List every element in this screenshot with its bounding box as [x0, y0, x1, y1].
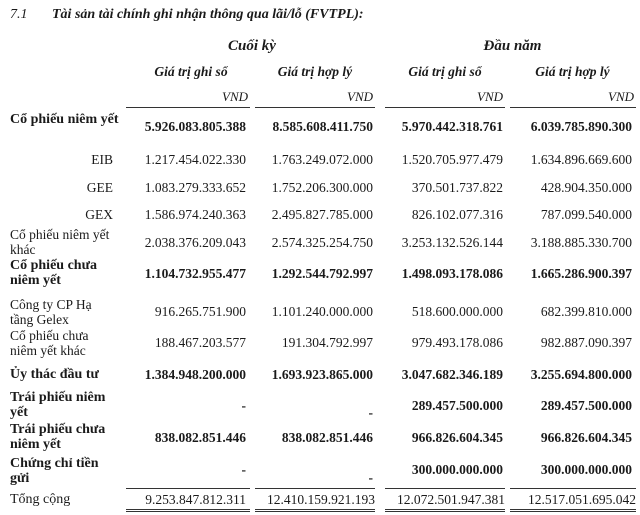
row-label: Cổ phiếu niêm yết khác [10, 227, 110, 257]
table-cell: - [368, 470, 373, 485]
row-label: Cổ phiếu niêm yết [10, 112, 119, 127]
table-cell: 916.265.751.900 [154, 304, 246, 319]
table-cell: 3.188.885.330.700 [530, 235, 632, 250]
col-header-fair-value-start: Giá trị hợp lý [535, 64, 610, 79]
row-label: EIB [91, 152, 113, 167]
row-label: GEE [86, 180, 113, 195]
row-label: GEX [85, 207, 113, 222]
table-cell: 1.763.249.072.000 [271, 152, 373, 167]
unit-label: VND [608, 89, 634, 104]
table-cell: 9.253.847.812.311 [145, 492, 246, 507]
header-rule [510, 107, 636, 108]
table-cell: 682.399.810.000 [540, 304, 632, 319]
table-cell: 2.495.827.785.000 [271, 207, 373, 222]
table-cell: 300.000.000.000 [540, 462, 632, 477]
table-cell: 8.585.608.411.750 [272, 119, 373, 134]
table-cell: 826.102.077.316 [411, 207, 503, 222]
group-header-start-year: Đầu năm [483, 38, 542, 54]
row-label: Công ty CP Hạ tầng Gelex [10, 297, 92, 327]
group-header-end-period: Cuối kỳ [228, 38, 276, 54]
row-label: Cổ phiếu chưa niêm yết [10, 258, 97, 288]
table-cell: - [241, 462, 246, 477]
header-rule [126, 107, 250, 108]
table-cell: 1.217.454.022.330 [144, 152, 246, 167]
col-header-book-value-start: Giá trị ghi sổ [408, 64, 482, 79]
unit-label: VND [347, 89, 373, 104]
table-cell: 1.752.206.300.000 [271, 180, 373, 195]
table-cell: 2.574.325.254.750 [271, 235, 373, 250]
table-cell: 979.493.178.086 [411, 335, 503, 350]
total-rule [385, 488, 505, 489]
table-cell: 1.634.896.669.600 [530, 152, 632, 167]
table-cell: 12.410.159.921.193 [267, 492, 375, 507]
table-cell: 1.498.093.178.086 [401, 266, 503, 281]
table-cell: 300.000.000.000 [411, 462, 503, 477]
header-rule [255, 107, 375, 108]
table-cell: 3.047.682.346.189 [401, 367, 503, 382]
table-cell: - [368, 405, 373, 420]
table-cell: 2.038.376.209.043 [144, 235, 246, 250]
row-label: Chứng chỉ tiền gửi [10, 456, 99, 486]
row-label: Tổng cộng [10, 492, 71, 507]
table-cell: 5.970.442.318.761 [401, 119, 503, 134]
table-cell: 966.826.604.345 [411, 430, 503, 445]
table-cell: 966.826.604.345 [540, 430, 632, 445]
total-rule [255, 488, 375, 489]
table-cell: 3.253.132.526.144 [401, 235, 503, 250]
table-cell: 191.304.792.997 [281, 335, 373, 350]
total-double-rule [126, 509, 250, 512]
table-cell: 1.520.705.977.479 [401, 152, 503, 167]
table-cell: 838.082.851.446 [154, 430, 246, 445]
row-label: Ủy thác đầu tư [10, 367, 99, 382]
total-rule [510, 488, 636, 489]
table-cell: 12.517.051.695.042 [528, 492, 636, 507]
table-cell: 1.292.544.792.997 [271, 266, 373, 281]
table-cell: 1.101.240.000.000 [271, 304, 373, 319]
total-double-rule [385, 509, 505, 512]
row-label: Trái phiếu niêm yết [10, 390, 106, 420]
table-cell: 518.600.000.000 [411, 304, 503, 319]
total-rule [126, 488, 250, 489]
table-cell: 12.072.501.947.381 [397, 492, 505, 507]
table-cell: 5.926.083.805.388 [144, 119, 246, 134]
table-cell: 289.457.500.000 [411, 398, 503, 413]
table-cell: 1.693.923.865.000 [271, 367, 373, 382]
table-cell: 1.586.974.240.363 [144, 207, 246, 222]
table-cell: 3.255.694.800.000 [530, 367, 632, 382]
table-cell: 1.665.286.900.397 [530, 266, 632, 281]
table-cell: 1.104.732.955.477 [144, 266, 246, 281]
row-label: Trái phiếu chưa niêm yết [10, 422, 106, 452]
table-cell: 428.904.350.000 [540, 180, 632, 195]
unit-label: VND [222, 89, 248, 104]
table-cell: 370.501.737.822 [411, 180, 503, 195]
table-cell: 1.384.948.200.000 [144, 367, 246, 382]
table-cell: 787.099.540.000 [540, 207, 632, 222]
section-heading [10, 6, 630, 24]
table-cell: 838.082.851.446 [281, 430, 373, 445]
total-double-rule [255, 509, 375, 512]
col-header-book-value-end: Giá trị ghi sổ [154, 64, 228, 79]
section-number: 7.1 [10, 7, 28, 22]
table-cell: 6.039.785.890.300 [530, 119, 632, 134]
total-double-rule [510, 509, 636, 512]
table-cell: 1.083.279.333.652 [144, 180, 246, 195]
table-cell: 289.457.500.000 [540, 398, 632, 413]
row-label: Cổ phiếu chưa niêm yết khác [10, 328, 89, 358]
table-cell: - [241, 398, 246, 413]
col-header-fair-value-end: Giá trị hợp lý [277, 64, 353, 79]
header-rule [385, 107, 505, 108]
table-cell: 188.467.203.577 [154, 335, 246, 350]
table-cell: 982.887.090.397 [540, 335, 632, 350]
section-title: Tài sản tài chính ghi nhận thông qua lãi/lỗ (FVTPL): [52, 7, 364, 22]
unit-label: VND [477, 89, 503, 104]
